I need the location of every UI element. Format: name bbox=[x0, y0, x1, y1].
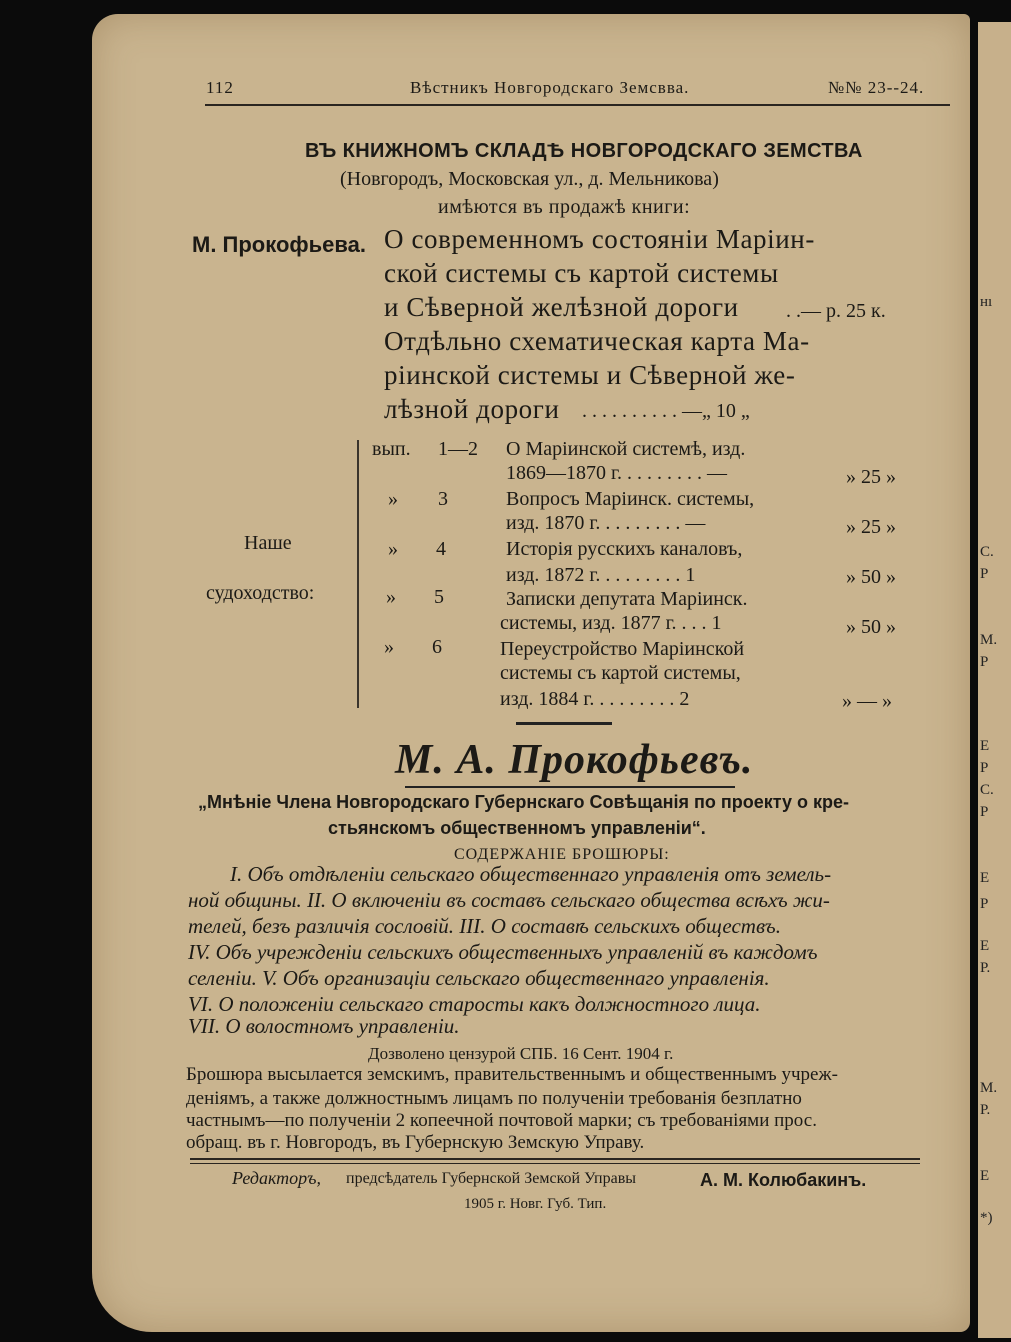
notice-line: частнымъ—по полученiи 2 копеечной почтовой марки; съ требованiями прос. bbox=[186, 1110, 817, 1131]
series-num: 6 bbox=[432, 636, 442, 658]
contents-line: VI. О положенiи сельскаго старосты какъ должностного лица. bbox=[188, 992, 761, 1016]
print-info: 1905 г. Новг. Губ. Тип. bbox=[464, 1196, 607, 1212]
author-label: М. Прокофьева. bbox=[192, 232, 366, 257]
book-line: и Сѣверной желѣзной дороги bbox=[384, 292, 739, 322]
series-num: 4 bbox=[436, 538, 446, 560]
series-vol: » bbox=[384, 636, 394, 658]
adjacent-page-edge bbox=[978, 22, 1011, 1338]
book-line: Отдѣльно схематическая карта Ма- bbox=[384, 326, 810, 356]
brochure-title: „Мнѣнiе Члена Новгородскаго Губернскаго Совѣщанiя по проекту о кре- bbox=[198, 792, 850, 812]
series-price: » 25 » bbox=[846, 466, 896, 488]
next-page-fragment: нı bbox=[980, 294, 993, 310]
next-page-fragment: Е bbox=[980, 870, 990, 886]
next-page-fragment: Е bbox=[980, 1168, 990, 1184]
contents-line: VII. О волостномъ управленiи. bbox=[188, 1014, 460, 1038]
author-heading: М. А. Прокофьевъ. bbox=[395, 737, 754, 783]
series-num: 1—2 bbox=[438, 438, 478, 460]
notice-line: обращ. въ г. Новгородъ, въ Губернскую Земскую Управу. bbox=[186, 1132, 645, 1153]
editor-text: предсѣдатель Губернской Земской Управы bbox=[346, 1170, 636, 1187]
series-price: » 25 » bbox=[846, 516, 896, 538]
next-page-fragment: С. bbox=[980, 782, 994, 798]
censorship-note: Дозволено цензурой СПБ. 16 Сент. 1904 г. bbox=[368, 1044, 674, 1063]
section-divider bbox=[516, 722, 612, 725]
header-rule bbox=[205, 104, 950, 106]
series-title: изд. 1870 г. . . . . . . . . — bbox=[506, 512, 706, 534]
issue-number: №№ 23--24. bbox=[828, 78, 925, 97]
next-page-fragment: Е bbox=[980, 738, 990, 754]
next-page-fragment: Р bbox=[980, 804, 989, 820]
series-title: системы съ картой системы, bbox=[500, 662, 741, 684]
series-num: 5 bbox=[434, 586, 444, 608]
series-vol: вып. bbox=[372, 438, 411, 460]
footer-rule bbox=[190, 1163, 920, 1164]
book-line: рiинской системы и Сѣверной же- bbox=[384, 360, 796, 390]
series-vol: » bbox=[388, 538, 398, 560]
contents-line: IV. Объ учрежденiи сельскихъ общественныхъ управленiй въ каждомъ bbox=[188, 940, 818, 964]
series-title: О Марiинской системѣ, изд. bbox=[506, 438, 746, 460]
series-price: » — » bbox=[842, 690, 892, 712]
next-page-fragment: М. bbox=[980, 1080, 998, 1096]
brochure-title: стьянскомъ общественномъ управленiи“. bbox=[328, 818, 706, 838]
author-underline bbox=[405, 786, 735, 788]
next-page-fragment: М. bbox=[980, 632, 998, 648]
notice-line: денiямъ, а также должностнымъ лицамъ по полученiи требованiя безплатно bbox=[186, 1088, 802, 1109]
editor-label: Редакторъ, bbox=[232, 1168, 322, 1188]
bookstore-title: ВЪ КНИЖНОМЪ СКЛАДѢ НОВГОРОДСКАГО ЗЕМСТВА bbox=[305, 140, 863, 162]
series-price: » 50 » bbox=[846, 566, 896, 588]
next-page-fragment: Р. bbox=[980, 1102, 991, 1118]
series-title: Вопросъ Марiинск. системы, bbox=[506, 488, 755, 510]
book-price: . .— р. 25 к. bbox=[786, 300, 886, 322]
footer-rule bbox=[190, 1158, 920, 1160]
series-title: Записки депутата Марiинск. bbox=[506, 588, 748, 610]
series-title: Переустройство Марiинской bbox=[500, 638, 745, 660]
next-page-fragment: Р bbox=[980, 566, 989, 582]
bookstore-address: (Новгородъ, Московская ул., д. Мельникова) bbox=[340, 168, 719, 190]
series-vol: » bbox=[386, 586, 396, 608]
series-title: изд. 1884 г. . . . . . . . . 2 bbox=[500, 688, 690, 710]
book-price: . . . . . . . . . . —„ 10 „ bbox=[582, 400, 750, 422]
series-vol: » bbox=[388, 488, 398, 510]
next-page-fragment: *) bbox=[980, 1210, 993, 1226]
page-number: 112 bbox=[206, 78, 234, 97]
contents-line: телей, безъ различiя сословiй. III. О составѣ сельскихъ обществъ. bbox=[188, 914, 781, 938]
bookstore-subtitle: имѣются въ продажѣ книги: bbox=[438, 196, 691, 218]
next-page-fragment: Р bbox=[980, 654, 989, 670]
book-line: лѣзной дороги bbox=[384, 394, 560, 424]
series-brace bbox=[357, 440, 359, 708]
book-line: О современномъ состоянiи Марiин- bbox=[384, 224, 815, 254]
contents-heading: СОДЕРЖАНIЕ БРОШЮРЫ: bbox=[454, 846, 670, 863]
notice-line: Брошюра высылается земскимъ, правительственнымъ и общественнымъ учреж- bbox=[186, 1064, 838, 1085]
next-page-fragment: Р bbox=[980, 896, 989, 912]
contents-line: селенiи. V. Объ организацiи сельскаго общественнаго управленiя. bbox=[188, 966, 770, 990]
series-price: » 50 » bbox=[846, 616, 896, 638]
contents-line: I. Объ отдѣленiи сельскаго общественнаго управленiя отъ земель- bbox=[230, 862, 832, 886]
next-page-fragment: Р. bbox=[980, 960, 991, 976]
next-page-fragment: С. bbox=[980, 544, 994, 560]
series-label: судоходство: bbox=[206, 582, 315, 604]
contents-line: ной общины. II. О включенiи въ составъ сельскаго общества всѣхъ жи- bbox=[188, 888, 830, 912]
book-line: ской системы съ картой системы bbox=[384, 258, 779, 288]
series-title: Исторiя русскихъ каналовъ, bbox=[506, 538, 743, 560]
series-title: системы, изд. 1877 г. . . . 1 bbox=[500, 612, 722, 634]
next-page-fragment: Е bbox=[980, 938, 990, 954]
series-title: 1869—1870 г. . . . . . . . . — bbox=[506, 462, 727, 484]
journal-title: Вѣстникъ Новгородскаго Земсвва. bbox=[410, 78, 690, 97]
series-title: изд. 1872 г. . . . . . . . . 1 bbox=[506, 564, 696, 586]
editor-name: А. М. Колюбакинъ. bbox=[700, 1170, 867, 1190]
next-page-fragment: Р bbox=[980, 760, 989, 776]
series-label: Наше bbox=[244, 532, 292, 554]
series-num: 3 bbox=[438, 488, 448, 510]
